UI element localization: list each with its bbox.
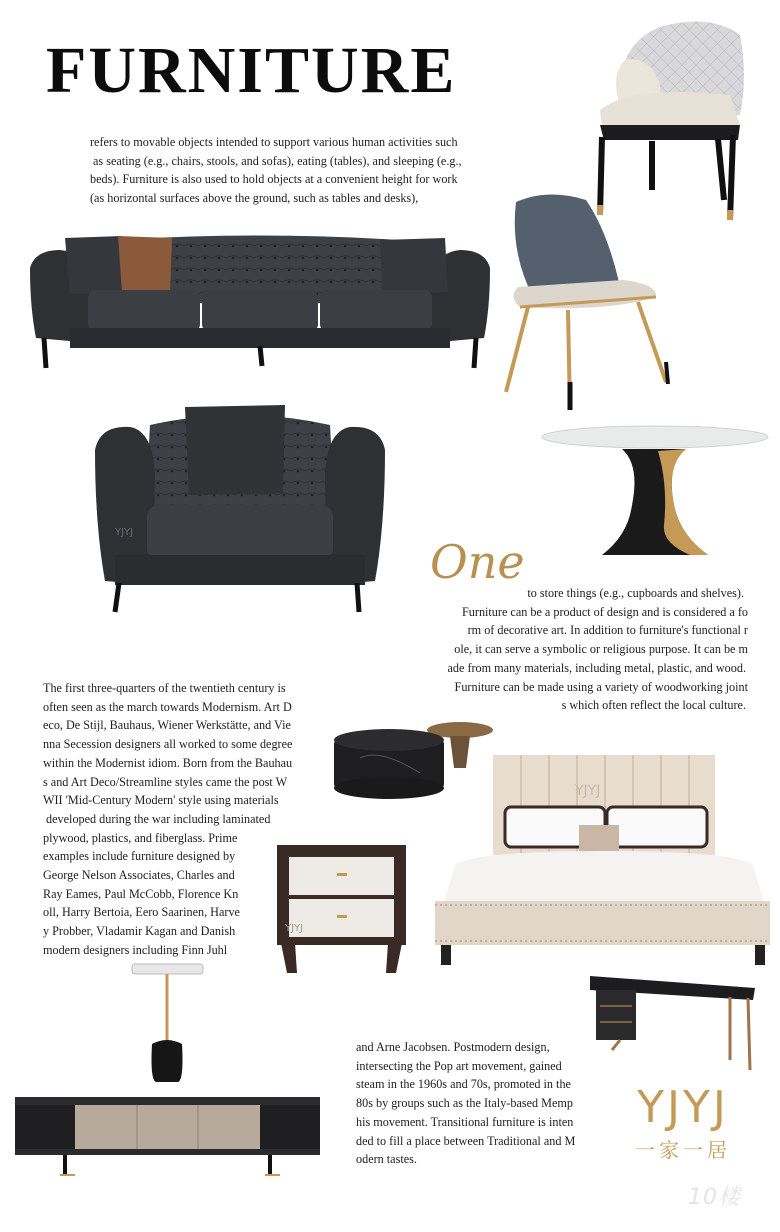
intro-line: as seating (e.g., chairs, stools, and sofas), eating (tables), and sleeping (e.g., xyxy=(93,153,462,168)
postmodern-line: steam in the 1960s and 70s, promoted in the xyxy=(356,1077,571,1092)
postmodern-line: his movement. Transitional furniture is inten xyxy=(356,1114,574,1129)
armchair-watermark: YJYJ xyxy=(115,527,134,538)
page-title: FURNITURE xyxy=(46,34,457,107)
modernism-line: plywood, plastics, and fiberglass. Prime xyxy=(43,830,238,845)
tufted-leather-sofa-image xyxy=(30,228,490,373)
modernism-line: developed during the war including laminated xyxy=(43,811,271,826)
modernism-line: WII 'Mid-Century Modern' style using materials xyxy=(43,793,279,808)
modernism-line: eco, De Stijl, Bauhaus, Wiener Werkstätte, and Vie xyxy=(43,718,291,733)
modernism-line: George Nelson Associates, Charles and xyxy=(43,868,235,883)
modernism-line: The first three-quarters of the twentieth century is xyxy=(43,681,286,695)
modernism-line: within the Modernist idiom. Born from the Bauhau xyxy=(43,755,293,770)
nightstand-image xyxy=(275,843,408,976)
marble-side-table-image xyxy=(130,962,205,1084)
script-word-one: One xyxy=(430,535,525,589)
modernism-line: Ray Eames, Paul McCobb, Florence Kn xyxy=(43,886,239,901)
intro-line: refers to movable objects intended to support various human activities such xyxy=(90,135,458,149)
bed-watermark: YJYJ xyxy=(575,783,601,799)
store-line: rm of decorative art. In addition to furniture's functional r xyxy=(467,623,748,638)
store-line: ade from many materials, including metal, plastic, and wood. xyxy=(447,660,746,675)
marble-dining-table-image xyxy=(540,425,770,565)
intro-line: beds). Furniture is also used to hold objects at a convenient height for work xyxy=(90,172,458,187)
modernism-line: y Probber, Vladamir Kagan and Danish xyxy=(43,924,236,939)
postmodern-paragraph xyxy=(356,1038,575,1169)
modernism-line: oll, Harry Bertoia, Eero Saarinen, Harve xyxy=(43,905,240,920)
corner-watermark: 10楼 xyxy=(688,1185,741,1210)
postmodern-line: intersecting the Pop art movement, gained xyxy=(356,1058,562,1073)
modernism-line: nna Secession designers all worked to some degree xyxy=(43,737,293,752)
writing-desk-image xyxy=(590,970,760,1075)
postmodern-line: and Arne Jacobsen. Postmodern design, xyxy=(356,1040,550,1054)
store-line: ole, it can serve a symbolic or religious purpose. It can be m xyxy=(454,642,748,657)
postmodern-line: 80s by groups such as the Italy-based Memp xyxy=(356,1096,573,1111)
brand-logo xyxy=(618,1082,748,1163)
upholstered-bed-image xyxy=(435,755,770,967)
modernism-paragraph xyxy=(43,679,292,960)
brand-logo-subtitle: 一家一居 xyxy=(635,1138,731,1162)
modernism-line: modern designers including Finn Juhl xyxy=(43,942,228,957)
intro-paragraph xyxy=(90,133,462,208)
modernism-line: examples include furniture designed by xyxy=(43,849,236,864)
modernism-line: s and Art Deco/Streamline styles came the post W xyxy=(43,774,288,789)
store-line: s which often reflect the local culture. xyxy=(561,698,746,713)
intro-line: (as horizontal surfaces above the ground, such as tables and desks), xyxy=(90,191,419,206)
blue-dining-chair-image xyxy=(498,192,678,412)
tv-cabinet-image xyxy=(15,1097,320,1177)
store-line: Furniture can be made using a variety of woodworking joint xyxy=(454,679,748,694)
postmodern-line: odern tastes. xyxy=(356,1152,417,1167)
nightstand-watermark: YJYJ xyxy=(285,923,304,934)
modernism-line: often seen as the march towards Modernism. Art D xyxy=(43,699,292,714)
postmodern-line: ded to fill a place between Traditional and M xyxy=(356,1133,576,1148)
store-line: Furniture can be a product of design and is considered a fo xyxy=(462,604,748,619)
store-paragraph xyxy=(420,584,748,715)
brand-logo-text: YJYJ xyxy=(637,1082,729,1133)
tufted-club-chair-image xyxy=(95,405,385,615)
store-line: to store things (e.g., cupboards and shelves). xyxy=(527,586,744,600)
